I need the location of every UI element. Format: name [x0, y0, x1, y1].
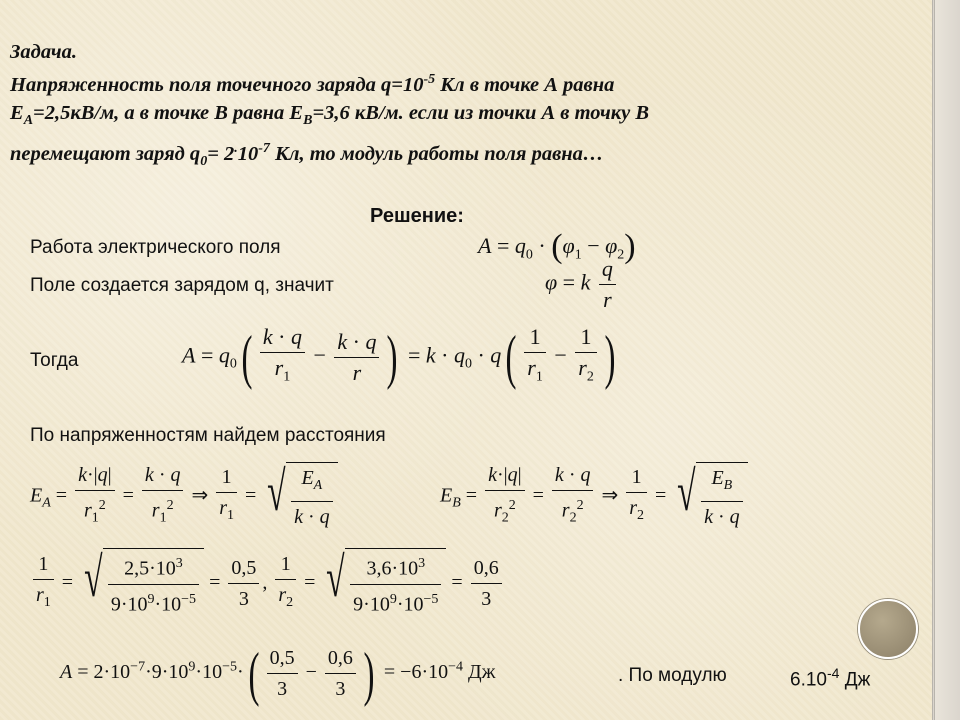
field-text: Поле создается зарядом q, значит — [30, 275, 334, 296]
task-block — [10, 38, 649, 176]
formula-eb: $E_B$ = $\frac{k\cdot|q|}{r_2^2}$ = $\frac{k \cdot q}{r_2^2}$ ⇒ $\frac{1}{r_2}$ = √ $\frac{E_B}{k \cdot q}$ — [440, 460, 748, 534]
task-line-2-end: =3,6 кВ/м. если из точки А в точку В — [312, 101, 650, 124]
task-line-3 — [10, 135, 649, 176]
task-sub-b: B — [303, 112, 313, 128]
task-ea-letter: E — [10, 101, 24, 124]
formula-final: $A = 2\cdot 10^{-7}\cdot 9\cdot 10^9\cdot 10^{-5}\cdot$( $\frac{0,5}{3}$ − $\frac{0,6}{3}$ ) = $-6\cdot 10^{-4}$ Дж — [60, 640, 496, 707]
formula-r-values: $\frac{1}{r_1}$ = √ $\frac{2,5\cdot 10^3}{9\cdot 10^9\cdot 10^{-5}}$ = $\frac{0,5}{3}$ , $\frac{1}{r_2}$ = √ $\frac{3,6\cdot 10^3}{9\cdot 10^9\cdot 10^{-5}}$ = $\frac{0,6}{3}$ — [30, 548, 505, 619]
task-line-3-ten: 10 — [237, 142, 259, 165]
task-sub-a: A — [23, 112, 34, 128]
slide-border — [932, 0, 960, 720]
task-line-1-end: Кл в точке А равна — [435, 73, 615, 96]
answer — [790, 665, 870, 691]
distances-text: По напряженностям найдем расстояния — [30, 425, 386, 446]
task-title: Задача. — [10, 41, 77, 63]
task-line-3-end: Кл, то модуль работы поля равна… — [269, 142, 604, 165]
formula-then: $A = q_0$( $\frac{k \cdot q}{r_1}$ − $\frac{k \cdot q}{r}$ ) = $k \cdot q_0 \cdot q$( $\frac{1}{r_1}$ − $\frac{1}{r_2}$ ) — [182, 322, 620, 392]
task-line-3-eq: = 2 — [207, 142, 235, 165]
formula-ea: $E_A$ = $\frac{k\cdot|q|}{r_1^2}$ = $\frac{k \cdot q}{r_1^2}$ ⇒ $\frac{1}{r_1}$ = √ $\frac{E_A}{k \cdot q}$ — [30, 460, 338, 534]
task-line-1 — [10, 66, 649, 99]
formula-potential: φ = k $\frac{q}{r}$ — [545, 254, 619, 315]
task-line-3-start: перемещают заряд q — [10, 142, 201, 165]
decorative-circle — [858, 599, 918, 659]
answer-unit: Дж — [839, 669, 871, 691]
answer-exp: -4 — [826, 665, 840, 681]
formula-work: $A = q_0 \cdot (\varphi_1 - \varphi_2)$ — [478, 228, 636, 265]
task-dot: . — [234, 140, 238, 156]
then-text: Тогда — [30, 350, 79, 371]
task-line-1-text: Напряженность поля точечного заряда q=10 — [10, 73, 424, 96]
task-line-2-mid: =2,5кВ/м, а в точке В равна E — [33, 101, 304, 124]
modulo-text: . По модулю — [618, 665, 727, 686]
task-sub-0: 0 — [200, 153, 208, 169]
task-exp-q: -5 — [423, 72, 436, 87]
task-line-2 — [10, 99, 649, 135]
solution-heading: Решение: — [370, 205, 464, 227]
answer-value: 6.10 — [790, 669, 827, 691]
task-exp-q0: -7 — [258, 140, 270, 156]
work-text: Работа электрического поля — [30, 237, 281, 258]
